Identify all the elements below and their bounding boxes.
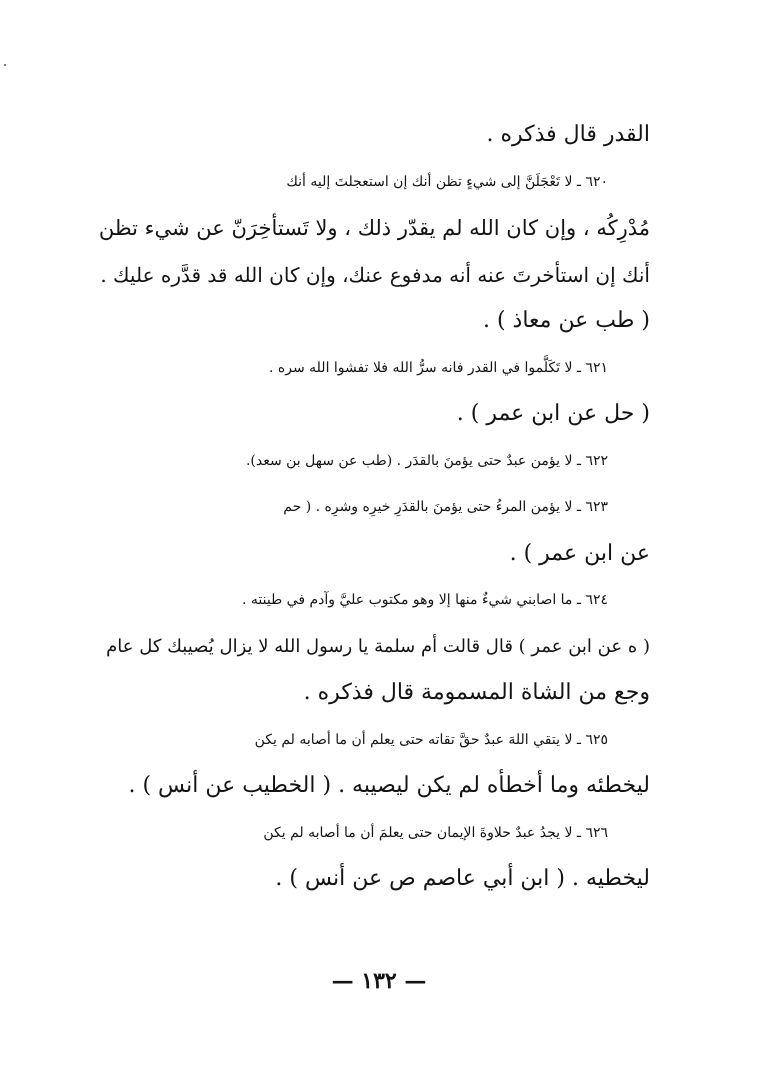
text-line: ليخطيه . ( ابن أبي عاصم ص عن أنس ) . <box>275 866 650 891</box>
scan-speck <box>4 64 6 66</box>
text-line: وجع من الشاة المسمومة قال فذكره . <box>303 680 650 705</box>
text-line: ٦٢٦ ـ لا يجدُ عبدٌ حلاوةَ الإيمان حتى يعلمَ أن ما أصابه لم يكن <box>263 824 608 841</box>
text-line: ليخطئه وما أخطأه لم يكن ليصيبه . ( الخطيب عن أنس ) . <box>128 773 650 798</box>
page-number: — ١٣٢ — <box>331 968 427 994</box>
text-line: ٦٢٤ ـ ما اصابني شيءٌ منها إلا وهو مكتوب عليَّ وآدم في طينته . <box>242 592 608 608</box>
text-line: ٦٢٢ ـ لا يؤمن عبدٌ حتى يؤمنَ بالقدَر . (طب عن سهل بن سعد). <box>245 452 608 469</box>
text-line: ٦٢٠ ـ لا تَعْجَلَنَّ إلى شيءٍ تظن أنك إن استعجلتَ إليه أنك <box>286 173 608 190</box>
text-line: مُدْرِكُه ، وإن كان الله لم يقدّر ذلك ، ولا تَستأخِرَنّ عن شيء تظن <box>98 216 650 240</box>
text-line: القدر قال فذكره . <box>486 122 650 147</box>
text-line: ٦٢١ ـ لا تَكَلَّموا في القدر فانه سرُّ الله فلا تفشوا الله سره . <box>269 359 608 376</box>
text-line: ( حل عن ابن عمر ) . <box>456 401 650 426</box>
hadith-text-block <box>96 112 650 903</box>
text-line: ( ه عن ابن عمر ) قال قالت أم سلمة يا رسول الله لا يزال يُصيبك كل عام <box>106 635 650 657</box>
text-line: ( طب عن معاذ ) . <box>482 308 650 333</box>
text-line: أنك إن استأخرتَ عنه أنه مدفوع عنك، وإن كان الله قد قدَّره عليك . <box>100 262 650 287</box>
text-line: ٦٢٣ ـ لا يؤمن المرءُ حتى يؤمنَ بالقدَرِ خيرِه وشرِه . ( حم <box>283 499 608 515</box>
text-line: عن ابن عمر ) . <box>509 540 650 566</box>
text-line: ٦٢٥ ـ لا يتقي اللهَ عبدٌ حقَّ تقاته حتى يعلم أن ما أصابه لم يكن <box>254 731 608 748</box>
